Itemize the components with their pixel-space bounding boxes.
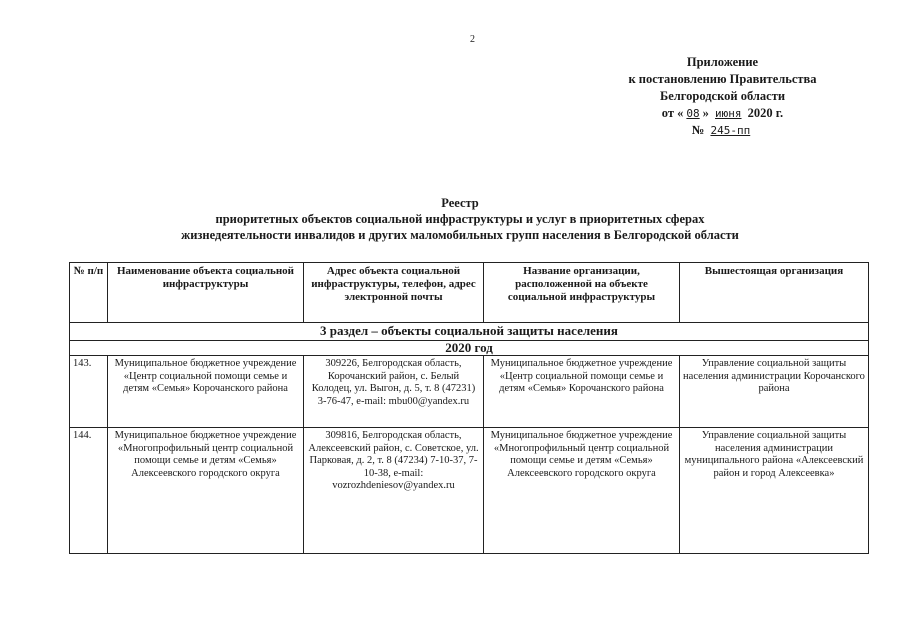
title-line-3: жизнедеятельности инвалидов и других маломобильных групп населения в Белгородской области [181,228,739,242]
year-label: 2020 год [70,340,869,356]
row-address: 309816, Белгородская область, Алексеевский район, с. Советское, ул. Парковая, д. 2, т. 8 (47234) 7-10-37, 7-10-38, e-mail: vozrozhdeniesov@yandex.ru [304,428,484,554]
row-organization: Муниципальное бюджетное учреждение «Центр социальной помощи семье и детям «Семья» Корочанского района [484,356,680,428]
date-mid: » [702,106,709,120]
approval-date [600,105,845,122]
number-prefix: № [691,123,705,137]
number-value: 245-пп [710,124,751,137]
registry-table [69,262,869,554]
approval-number [600,122,845,139]
header-organization: Название организации, расположенной на объекте социальной инфраструктуры [484,263,680,323]
table-header-row [70,263,869,323]
row-address: 309226, Белгородская область, Корочанский район, с. Белый Колодец, ул. Выгон, д. 5, т. 8 (47231) 3-76-47, e-mail: mbu00@yandex.ru [304,356,484,428]
header-address: Адрес объекта социальной инфраструктуры, телефон, адрес электронной почты [304,263,484,323]
date-month: июня [715,107,742,120]
row-organization: Муниципальное бюджетное учреждение «Многопрофильный центр социальной помощи семье и детям «Семья» Алексеевского городского округа [484,428,680,554]
approval-line-2: к постановлению Правительства [628,72,817,86]
row-parent: Управление социальной защиты населения администрации муниципального района «Алексеевский район и город Алексеевка» [680,428,869,554]
title-line-1: Реестр [441,196,479,210]
table-row [70,428,869,554]
year-row [70,340,869,356]
row-name: Муниципальное бюджетное учреждение «Многопрофильный центр социальной помощи семье и детям «Семья» Алексеевского городского округа [108,428,304,554]
date-year: 2020 г. [747,106,784,120]
approval-line-3: Белгородской области [659,89,786,103]
header-parent: Вышестоящая организация [680,263,869,323]
row-parent: Управление социальной защиты населения администрации Корочанского района [680,356,869,428]
section-row [70,323,869,341]
title-line-2: приоритетных объектов социальной инфраструктуры и услуг в приоритетных сферах [215,212,705,226]
date-prefix: от « [661,106,684,120]
row-name: Муниципальное бюджетное учреждение «Центр социальной помощи семье и детям «Семья» Корочанского района [108,356,304,428]
table-row [70,356,869,428]
row-num: 144. [70,428,108,554]
header-name: Наименование объекта социальной инфраструктуры [108,263,304,323]
date-day: 08 [686,107,700,120]
approval-line-1: Приложение [686,55,759,69]
page-number: 2 [470,34,475,45]
row-num: 143. [70,356,108,428]
header-num: № п/п [70,263,108,323]
section-title: 3 раздел – объекты социальной защиты населения [70,323,869,341]
approval-block [600,54,845,139]
document-title [60,195,860,243]
